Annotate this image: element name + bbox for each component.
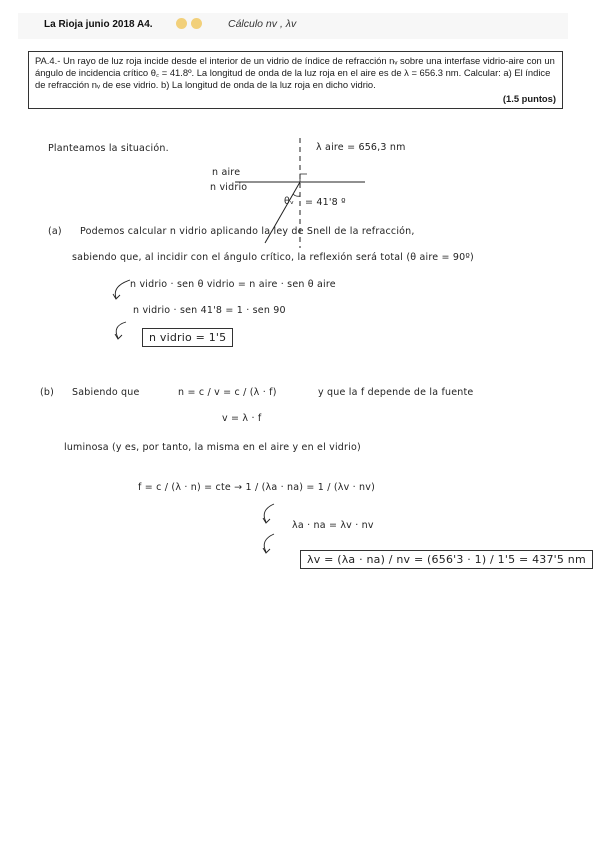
lambda-air-label: λ aire = 656,3 nm	[316, 142, 406, 153]
decorative-dot-icon	[176, 18, 187, 29]
part-b-f-equation: f = c / (λ · n) = cte → 1 / (λa · na) = 1 / (λv · nv)	[138, 482, 375, 493]
part-a-equation-2: n vidrio · sen 41'8 = 1 · sen 90	[133, 305, 286, 316]
part-b-n-equation: n = c / v = c / (λ · f)	[178, 387, 277, 398]
part-b-result: λv = (λa · na) / nv = (656'3 · 1) / 1'5 = 437'5 nm	[300, 550, 593, 569]
problem-statement	[28, 51, 563, 109]
diagram-intro: Planteamos la situación.	[48, 143, 169, 154]
n-vidrio-label: n vidrio	[210, 182, 248, 193]
part-b-line1-start: Sabiendo que	[72, 387, 140, 398]
part-b-label: (b)	[40, 387, 55, 398]
problem-text: PA.4.- Un rayo de luz roja incide desde el interior de un vidrio de índice de refracción nᵥ sobre una interfase vidrio-aire con un ángulo de incidencia crítico θ꜀ = 41.8º. La longitud de onda de la luz roja en el aire es de λ = 656.3 nm. Calcular: a) El índice de refracción nᵥ de ese vidrio. b) La longitud de onda de la luz roja en dicho vidrio.	[35, 55, 555, 90]
derivation-arrow-icon	[258, 500, 288, 560]
angle-symbol: θᵥ	[284, 196, 295, 207]
problem-points: (1.5 puntos)	[502, 93, 556, 105]
part-b-v-equation: v = λ · f	[222, 413, 262, 424]
n-aire-label: n aire	[212, 167, 241, 178]
part-a-label: (a)	[48, 226, 62, 237]
part-a-line1: Podemos calcular n vidrio aplicando la ley de Snell de la refracción,	[80, 226, 415, 237]
part-b-line2: luminosa (y es, por tanto, la misma en el aire y en el vidrio)	[64, 442, 361, 453]
part-a-equation-1: n vidrio · sen θ vidrio = n aire · sen θ aire	[130, 279, 336, 290]
header-subject: Cálculo nv , λv	[228, 18, 297, 30]
angle-value: = 41'8 º	[305, 197, 346, 208]
part-a-result: n vidrio = 1'5	[142, 328, 233, 347]
part-b-line1-end: y que la f depende de la fuente	[318, 387, 474, 398]
part-b-middle-equation: λa · na = λv · nv	[292, 520, 374, 531]
page-title: La Rioja junio 2018 A4.	[44, 19, 153, 30]
decorative-dot-icon	[191, 18, 202, 29]
part-a-line2: sabiendo que, al incidir con el ángulo crítico, la reflexión será total (θ aire = 90º)	[72, 252, 474, 263]
